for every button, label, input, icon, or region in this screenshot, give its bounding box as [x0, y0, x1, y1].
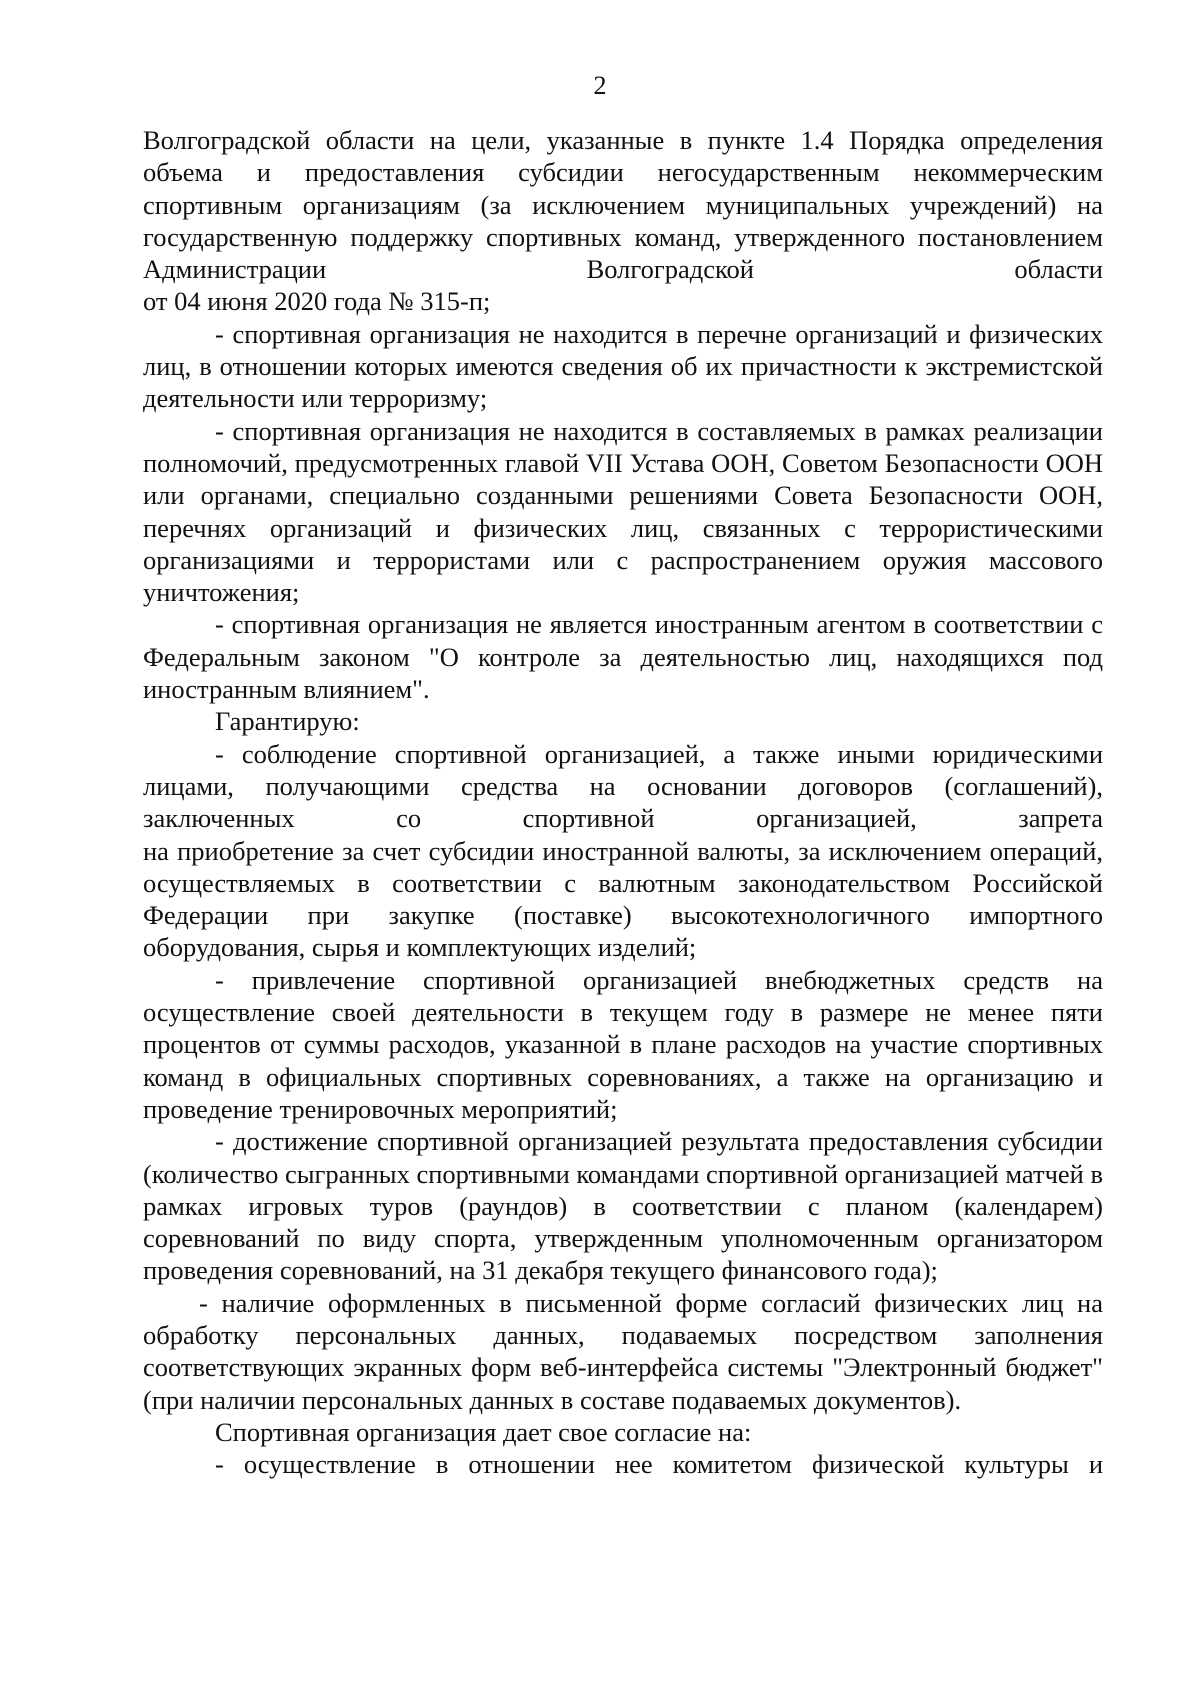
- paragraph-guarantee-heading: Гарантирую:: [215, 706, 360, 737]
- paragraph-personal-data-consent: - наличие оформленных в письменной форме согласий физических лиц на обработку персональных данных, подаваемых посредством заполнения соответствующих экранных форм веб-интерфейса системы "Электронный бюджет" (при наличии персональных данных в составе подаваемых документов).: [143, 1287, 1103, 1415]
- paragraph-not-in-extremist-list: - спортивная организация не находится в перечне организаций и физических лиц, в отношении которых имеются сведения об их причастности к экстремистской деятельности или терроризму;: [143, 318, 1103, 414]
- paragraph-currency-ban: - соблюдение спортивной организацией, а также иными юридическими лицами, получающими средства на основании договоров (соглашений), заключенных со спортивной организацией, запрета: [143, 738, 1103, 834]
- paragraph-extrabudgetary-funds: - привлечение спортивной организацией внебюджетных средств на осуществление своей деятельности в текущем году в размере не менее пяти процентов от суммы расходов, указанной в плане расходов на участие спортивных команд в официальных спортивных соревнованиях, а также на организацию и проведение тренировочных мероприятий;: [143, 964, 1103, 1124]
- paragraph-currency-ban-continued: на приобретение за счет субсидии иностранной валюты, за исключением операций, осуществляемых в соответствии с валютным законодательством Российской Федерации при закупке (поставке) высокотехнологичного импортного оборудования, сырья и комплектующих изделий;: [143, 835, 1103, 963]
- paragraph-consent-heading: Спортивная организация дает свое согласие на:: [215, 1416, 752, 1447]
- paragraph-subsidy-result: - достижение спортивной организацией результата предоставления субсидии (количество сыгранных спортивными командами спортивной организацией матчей в рамках игровых туров (раундов) в соответствии с планом (календарем) соревнований по виду спорта, утвержденным уполномоченным организатором проведения соревнований, на 31 декабря текущего финансового года);: [143, 1126, 1103, 1286]
- page-number: 2: [593, 71, 607, 100]
- document-body: [143, 124, 1103, 1480]
- paragraph-consent-committee: - осуществление в отношении нее комитетом физической культуры и: [215, 1449, 1103, 1480]
- paragraph-resolution-date: от 04 июня 2020 года № 315-п;: [143, 286, 491, 317]
- paragraph-not-foreign-agent: - спортивная организация не является иностранным агентом в соответствии с Федеральным законом "О контроле за деятельностью лиц, находящихся под иностранным влиянием".: [143, 609, 1103, 705]
- paragraph-not-in-un-list: - спортивная организация не находится в составляемых в рамках реализации полномочий, предусмотренных главой VII Устава ООН, Советом Безопасности ООН или органами, специально созданными решениями Совета Безопасности ООН, перечнях организаций и физических лиц, связанных с террористическими организациями и террористами или с распространением оружия массового уничтожения;: [143, 415, 1103, 608]
- paragraph-continuation: Волгоградской области на цели, указанные в пункте 1.4 Порядка определения объема и предоставления субсидии негосударственным некоммерческим спортивным организациям (за исключением муниципальных учреждений) на государственную поддержку спортивных команд, утвержденного постановлением Администрации Волгоградской области: [143, 125, 1103, 285]
